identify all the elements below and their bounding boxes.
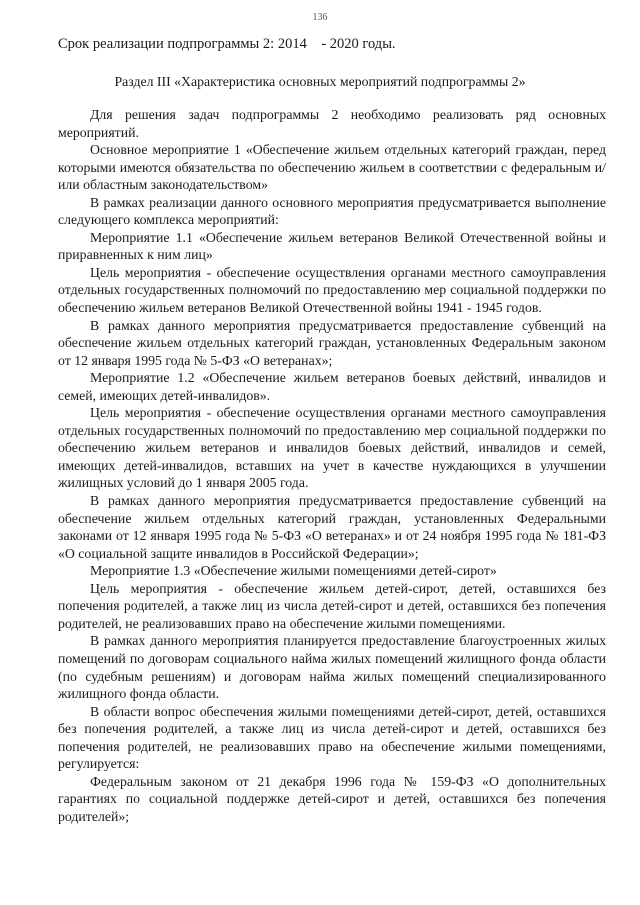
paragraph: В рамках данного мероприятия предусматривается предоставление субвенций на обеспечение жильем отдельных категорий граждан, установленных Федеральным законом от 12 января 1995 года № 5-ФЗ «О ветеранах»; bbox=[58, 317, 606, 368]
paragraph: В рамках данного мероприятия предусматривается предоставление субвенций на обеспечение жильем отдельных категорий граждан, установленных Федеральными законами от 12 января 1995 года № 5-ФЗ «О ветеранах» и от 24 ноября 1995 года № 181-ФЗ «О социальной защите инвалидов в Российской Федерации»; bbox=[58, 493, 606, 561]
document-body bbox=[58, 106, 606, 825]
paragraph: Мероприятие 1.2 «Обеспечение жильем ветеранов боевых действий, инвалидов и семей, имеющих детей-инвалидов». bbox=[58, 370, 606, 403]
page-number: 136 bbox=[312, 12, 328, 23]
paragraph: Цель мероприятия - обеспечение осуществления органами местного самоуправления отдельных государственных полномочий по предоставлению мер социальной поддержки по обеспечению жильем ветеранов и инвалидов боевых действий, инвалидов и семей, имеющих детей-инвалидов, вставших на учет в качестве нуждающихся в улучшении жилищных условий до 1 января 2005 года. bbox=[58, 405, 606, 491]
section-title: Раздел III «Характеристика основных мероприятий подпрограммы 2» bbox=[114, 74, 526, 89]
paragraph: В рамках данного мероприятия планируется предоставление благоустроенных жилых помещений по договорам социального найма жилых помещений жилищного фонда области (по судебным решениям) и договорам найма жилых помещений специализированного жилищного фонда области. bbox=[58, 633, 606, 702]
paragraph: Цель мероприятия - обеспечение жильем детей-сирот, детей, оставшихся без попечения родителей, а также лиц из числа детей-сирот и детей, оставшихся без попечения родителей, не реализовавших право на обеспечение жилыми помещениями. bbox=[58, 580, 606, 631]
paragraph: Федеральным законом от 21 декабря 1996 года № 159-ФЗ «О дополнительных гарантиях по социальной поддержке детей-сирот и детей, оставшихся без попечения родителей»; bbox=[58, 773, 606, 824]
paragraph: В области вопрос обеспечения жилыми помещениями детей-сирот, детей, оставшихся без попечения родителей, а также лиц из числа детей-сирот и детей, оставшихся без попечения родителей, не реализовавших право на обеспечение жилыми помещениями, регулируется: bbox=[58, 703, 606, 772]
paragraph: Мероприятие 1.3 «Обеспечение жилыми помещениями детей-сирот» bbox=[90, 563, 497, 579]
paragraph: Основное мероприятие 1 «Обеспечение жильем отдельных категорий граждан, перед которыми имеются обязательства по обеспечению жильем в соответствии с федеральным и/или областным законодательством» bbox=[58, 142, 606, 193]
paragraph: Мероприятие 1.1 «Обеспечение жильем ветеранов Великой Отечественной войны и приравненных к ним лиц» bbox=[58, 229, 606, 263]
program-term-line: Срок реализации подпрограммы 2: 2014 - 2020 годы. bbox=[58, 36, 396, 52]
paragraph: Для решения задач подпрограммы 2 необходимо реализовать ряд основных мероприятий. bbox=[58, 107, 606, 140]
paragraph: Цель мероприятия - обеспечение осуществления органами местного самоуправления отдельных государственных полномочий по предоставлению мер социальной поддержки по обеспечению жильем ветеранов Великой Отечественной войны 1941 - 1945 годов. bbox=[58, 264, 606, 316]
paragraph: В рамках реализации данного основного мероприятия предусматривается выполнение следующего комплекса мероприятий: bbox=[58, 194, 606, 228]
